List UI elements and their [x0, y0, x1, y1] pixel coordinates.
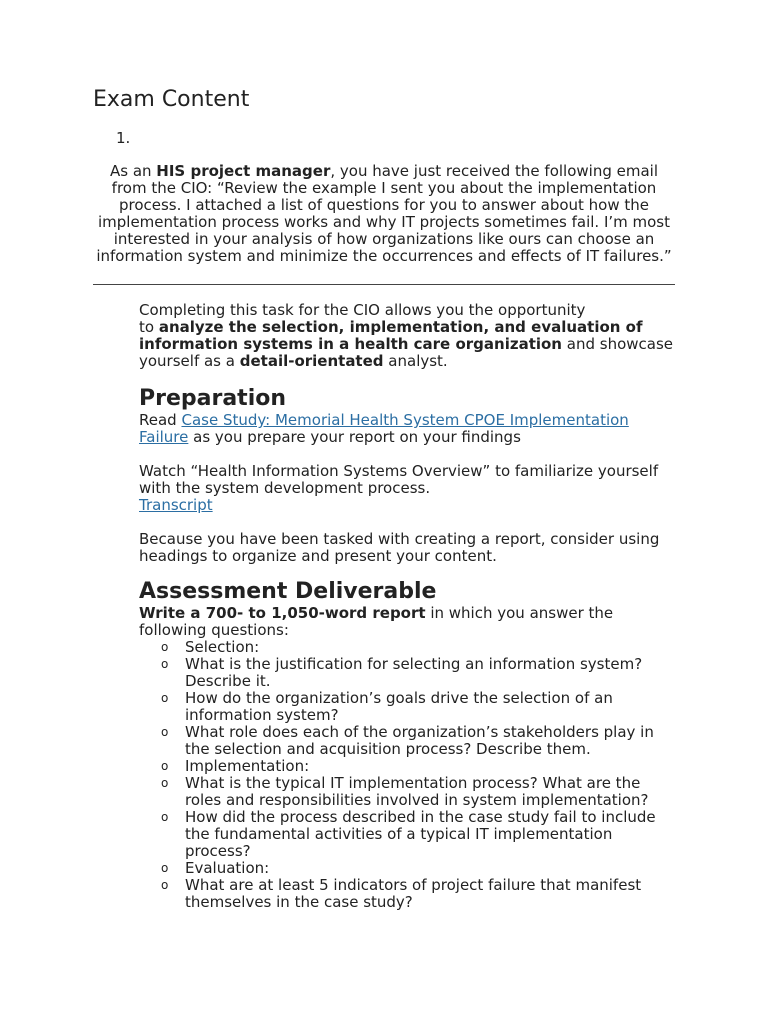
list-item-text: Evaluation:	[185, 859, 270, 877]
headings-tip: Because you have been tasked with creating a report, consider using headings to organize and present your content.	[139, 530, 660, 565]
list-item-text: What is the typical IT implementation process? What are the roles and responsibilities involved in system implementation?	[185, 774, 649, 809]
list-item	[139, 809, 675, 860]
list-item	[139, 877, 675, 911]
preparation-heading: Preparation	[139, 386, 287, 411]
intro-paragraph	[139, 302, 675, 370]
bullet-icon: o	[161, 878, 169, 892]
divider	[93, 284, 675, 285]
list-number: 1.	[116, 129, 131, 147]
write-paragraph	[139, 605, 675, 639]
list-item	[139, 775, 675, 809]
bullet-icon: o	[161, 759, 169, 773]
bullet-icon: o	[161, 640, 169, 654]
email-body: , you have just received the following email from the CIO: “Review the example I sent you about the implementation process. I attached a list of questions for you to answer about how the implementation process works and why IT projects sometimes fail. I’m most interested in your analysis of how organizations like ours can choose an information system and minimize the occurrences and effects of IT failures.”	[96, 162, 672, 265]
list-item-text: Implementation:	[185, 757, 310, 775]
read-after: as you prepare your report on your findings	[188, 428, 521, 446]
transcript-link[interactable]: Transcript	[139, 496, 213, 514]
list-item-text: What is the justification for selecting an information system? Describe it.	[185, 655, 643, 690]
case-study-link[interactable]: Case Study: Memorial Health System CPOE Implementation Failure	[139, 411, 629, 446]
page-title: Exam Content	[93, 87, 250, 112]
list-item	[139, 724, 675, 758]
list-item-text: How did the process described in the case study fail to include the fundamental activities of a typical IT implementation process?	[185, 808, 656, 860]
deliverable-heading: Assessment Deliverable	[139, 579, 437, 604]
list-item-text: What are at least 5 indicators of project failure that manifest themselves in the case study?	[185, 876, 642, 911]
list-item	[139, 656, 675, 690]
question-list	[139, 639, 675, 911]
read-paragraph	[139, 412, 675, 446]
list-item	[139, 639, 675, 656]
write-rest: in which you answer the following questions:	[139, 604, 614, 639]
role-bold: HIS project manager	[156, 162, 331, 180]
write-bold: Write a 700- to 1,050-word report	[139, 604, 426, 622]
intro-to: to	[139, 318, 159, 336]
transcript-paragraph	[139, 497, 675, 514]
read-label: Read	[139, 411, 182, 429]
intro-analyze-bold: analyze the selection, implementation, and evaluation of information systems in a health care organization	[139, 318, 643, 353]
list-item-text: How do the organization’s goals drive the selection of an information system?	[185, 689, 613, 724]
list-item	[139, 758, 675, 775]
intro-showcase: and showcase yourself as a	[139, 335, 674, 370]
list-item-text: What role does each of the organization’s stakeholders play in the selection and acquisition process? Describe them.	[185, 723, 654, 758]
bullet-icon: o	[161, 657, 169, 671]
bullet-icon: o	[161, 861, 169, 875]
list-item	[139, 860, 675, 877]
intro-analyst: analyst.	[383, 352, 448, 370]
intro-detail-bold: detail-orientated	[239, 352, 384, 370]
list-item-text: Selection:	[185, 638, 260, 656]
watch-paragraph: Watch “Health Information Systems Overview” to familiarize yourself with the system development process.	[139, 462, 659, 497]
bullet-icon: o	[161, 691, 169, 705]
bullet-icon: o	[161, 776, 169, 790]
main-content	[139, 302, 675, 911]
list-item	[139, 690, 675, 724]
bullet-icon: o	[161, 810, 169, 824]
email-pre: As an	[109, 162, 157, 180]
intro-line1: Completing this task for the CIO allows you the opportunity	[139, 301, 586, 319]
email-intro	[93, 163, 675, 265]
bullet-icon: o	[161, 725, 169, 739]
